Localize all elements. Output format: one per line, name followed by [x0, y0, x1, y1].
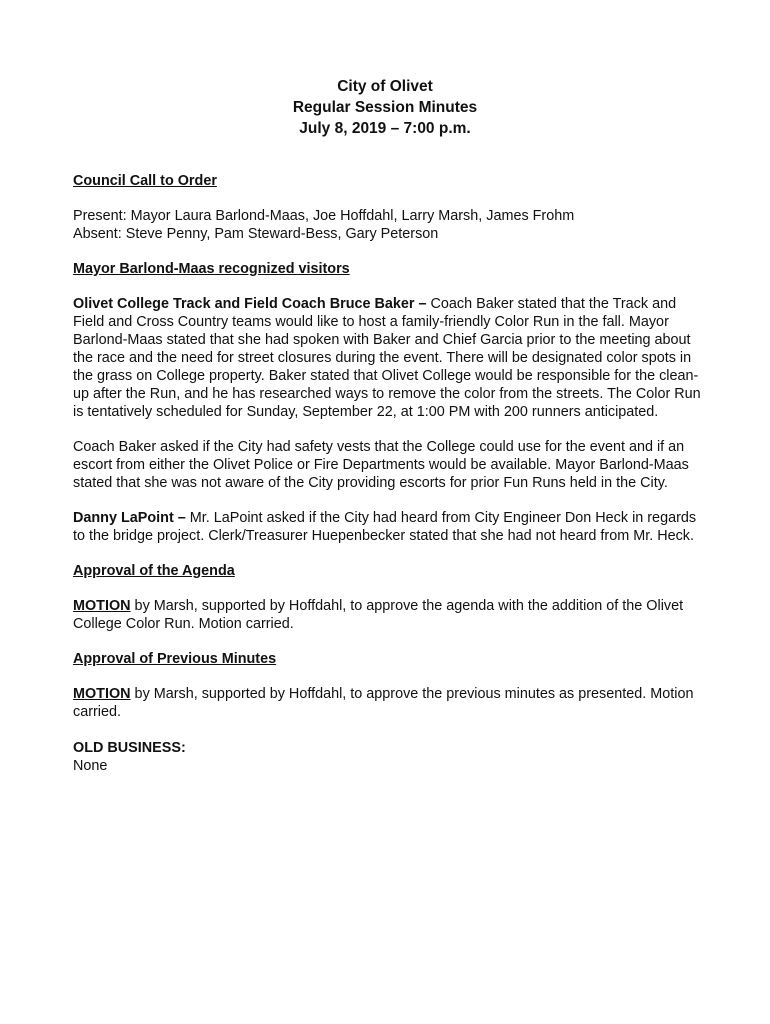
- title-date: July 8, 2019 – 7:00 p.m.: [299, 120, 471, 137]
- previous-minutes-motion-text: by Marsh, supported by Hoffdahl, to approve the previous minutes as presented. Motion carried.: [73, 686, 694, 720]
- title-city: City of Olivet: [337, 78, 433, 95]
- absent-list: Absent: Steve Penny, Pam Steward-Bess, Gary Peterson: [73, 226, 439, 242]
- lapoint-text: Mr. LaPoint asked if the City had heard from City Engineer Don Heck in regards to the bridge project. Clerk/Treasurer Huepenbecker stated that she had not heard from Mr. Heck.: [73, 510, 697, 544]
- old-business-section: [73, 739, 703, 775]
- attendance: [73, 207, 703, 243]
- baker-followup-paragraph: Coach Baker asked if the City had safety vests that the College could use for the event and if an escort from either the Olivet Police or Fire Departments would be available. Mayor Barlond-Maas stated that she was not aware of the City providing escorts for prior Fun Runs held in the City.: [73, 439, 689, 491]
- agenda-motion: [73, 597, 703, 633]
- old-business-heading: OLD BUSINESS:: [73, 740, 186, 756]
- document-title: [0, 76, 770, 139]
- agenda-heading: Approval of the Agenda: [73, 563, 235, 579]
- agenda-motion-label: MOTION: [73, 598, 131, 614]
- previous-minutes-motion: [73, 685, 703, 721]
- call-to-order-heading: Council Call to Order: [73, 173, 217, 189]
- lapoint-speaker: Danny LaPoint –: [73, 510, 186, 526]
- baker-speaker: Olivet College Track and Field Coach Bruce Baker –: [73, 296, 427, 312]
- lapoint-paragraph: [73, 509, 703, 545]
- previous-minutes-motion-label: MOTION: [73, 686, 131, 702]
- visitors-heading: Mayor Barlond-Maas recognized visitors: [73, 261, 350, 277]
- baker-paragraph: [73, 295, 703, 421]
- present-list: Present: Mayor Laura Barlond-Maas, Joe Hoffdahl, Larry Marsh, James Frohm: [73, 208, 575, 224]
- previous-minutes-heading: Approval of Previous Minutes: [73, 651, 277, 667]
- title-session: Regular Session Minutes: [292, 99, 478, 116]
- old-business-text: None: [73, 758, 108, 774]
- agenda-motion-text: by Marsh, supported by Hoffdahl, to approve the agenda with the addition of the Olivet College Color Run. Motion carried.: [73, 598, 684, 632]
- document-body: [73, 172, 703, 775]
- baker-text: Coach Baker stated that the Track and Field and Cross Country teams would like to host a family-friendly Color Run in the fall. Mayor Barlond-Maas stated that she had spoken with Baker and Chief Garcia prior to the meeting about the race and the need for street closures during the event. There will be designated color spots in the grass on College property. Baker stated that Olivet College would be responsible for the clean-up after the Run, and he has researched ways to remove the color from the streets. The Color Run is tentatively scheduled for Sunday, September 22, at 1:00 PM with 200 runners anticipated.: [73, 296, 701, 420]
